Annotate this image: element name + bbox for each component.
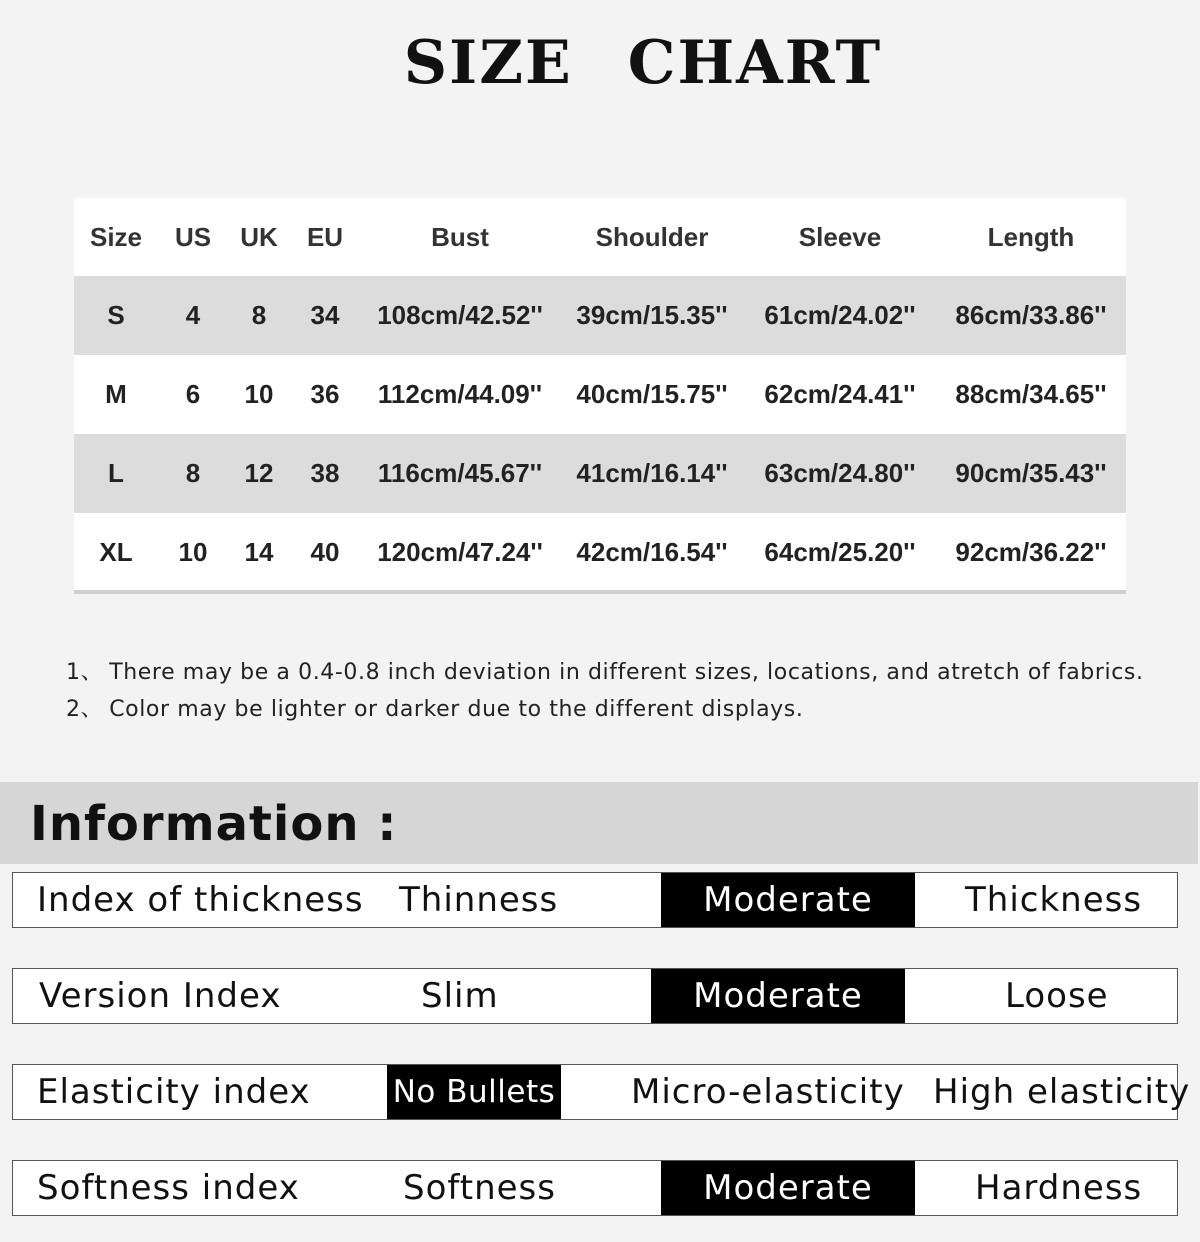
table-cell: 10 [228, 355, 290, 434]
table-cell: 63cm/24.80'' [744, 434, 936, 513]
table-cell: 116cm/45.67'' [360, 434, 560, 513]
table-cell: 39cm/15.35'' [560, 276, 744, 355]
table-cell: 41cm/16.14'' [560, 434, 744, 513]
table-cell: L [74, 434, 158, 513]
size-chart-table [74, 198, 1126, 592]
info-option: Hardness [975, 1168, 1143, 1208]
table-cell: M [74, 355, 158, 434]
title-word-chart: CHART [627, 28, 883, 98]
table-cell: 92cm/36.22'' [936, 513, 1126, 592]
note-number: 2、 [66, 697, 104, 722]
note-text: There may be a 0.4-0.8 inch deviation in different sizes, locations, and atretch of fabrics. [109, 660, 1144, 685]
table-cell: 6 [158, 355, 228, 434]
table-cell: 14 [228, 513, 290, 592]
table-cell: 8 [158, 434, 228, 513]
table-cell: 62cm/24.41'' [744, 355, 936, 434]
info-option-selected: Moderate [651, 969, 905, 1023]
table-cell: 34 [290, 276, 360, 355]
info-option: Thinness [399, 880, 559, 920]
table-cell: XL [74, 513, 158, 592]
table-cell: 8 [228, 276, 290, 355]
table-cell: 86cm/33.86'' [936, 276, 1126, 355]
table-cell: 4 [158, 276, 228, 355]
note-line [66, 654, 1144, 691]
column-header-bust: Bust [360, 198, 560, 276]
column-header-shoulder: Shoulder [560, 198, 744, 276]
info-row-elasticity [12, 1064, 1191, 1120]
page-title [0, 28, 1200, 98]
info-option: Softness [403, 1168, 556, 1208]
info-row-softness [12, 1160, 1178, 1216]
table-cell: 42cm/16.54'' [560, 513, 744, 592]
info-option-selected: Moderate [661, 873, 915, 927]
info-label: Elasticity index [37, 1072, 311, 1112]
title-word-size: SIZE [403, 28, 573, 98]
information-title: Information : [30, 796, 398, 852]
info-option: Micro-elasticity [631, 1072, 905, 1112]
table-row-l [74, 434, 1126, 513]
info-option-selected: Moderate [661, 1161, 915, 1215]
info-option: Slim [421, 976, 499, 1016]
info-label: Index of thickness [37, 880, 364, 920]
table-row-m [74, 355, 1126, 434]
table-cell: 10 [158, 513, 228, 592]
column-header-sleeve: Sleeve [744, 198, 936, 276]
note-number: 1、 [66, 660, 104, 685]
column-header-size: Size [74, 198, 158, 276]
info-option: Thickness [965, 880, 1143, 920]
table-cell: 40 [290, 513, 360, 592]
table-cell: 36 [290, 355, 360, 434]
info-row-version [12, 968, 1178, 1024]
table-row-s [74, 276, 1126, 355]
table-cell: 120cm/47.24'' [360, 513, 560, 592]
note-line [66, 691, 1144, 728]
table-cell: 88cm/34.65'' [936, 355, 1126, 434]
table-cell: 64cm/25.20'' [744, 513, 936, 592]
table-cell: S [74, 276, 158, 355]
table-cell: 12 [228, 434, 290, 513]
info-option-selected: No Bullets [387, 1065, 561, 1119]
column-header-uk: UK [228, 198, 290, 276]
table-cell: 40cm/15.75'' [560, 355, 744, 434]
info-label: Softness index [37, 1168, 300, 1208]
info-label: Version Index [39, 976, 282, 1016]
table-cell: 61cm/24.02'' [744, 276, 936, 355]
note-text: Color may be lighter or darker due to the different displays. [109, 697, 804, 722]
info-row-thickness [12, 872, 1178, 928]
table-cell: 90cm/35.43'' [936, 434, 1126, 513]
table-cell: 38 [290, 434, 360, 513]
column-header-eu: EU [290, 198, 360, 276]
table-header-row [74, 198, 1126, 276]
table-cell: 112cm/44.09'' [360, 355, 560, 434]
table-row-xl [74, 513, 1126, 592]
notes [66, 654, 1144, 728]
info-option: Loose [1005, 976, 1109, 1016]
column-header-length: Length [936, 198, 1126, 276]
info-option: High elasticity [933, 1072, 1191, 1112]
table-cell: 108cm/42.52'' [360, 276, 560, 355]
column-header-us: US [158, 198, 228, 276]
table-bottom-rule [74, 590, 1126, 594]
